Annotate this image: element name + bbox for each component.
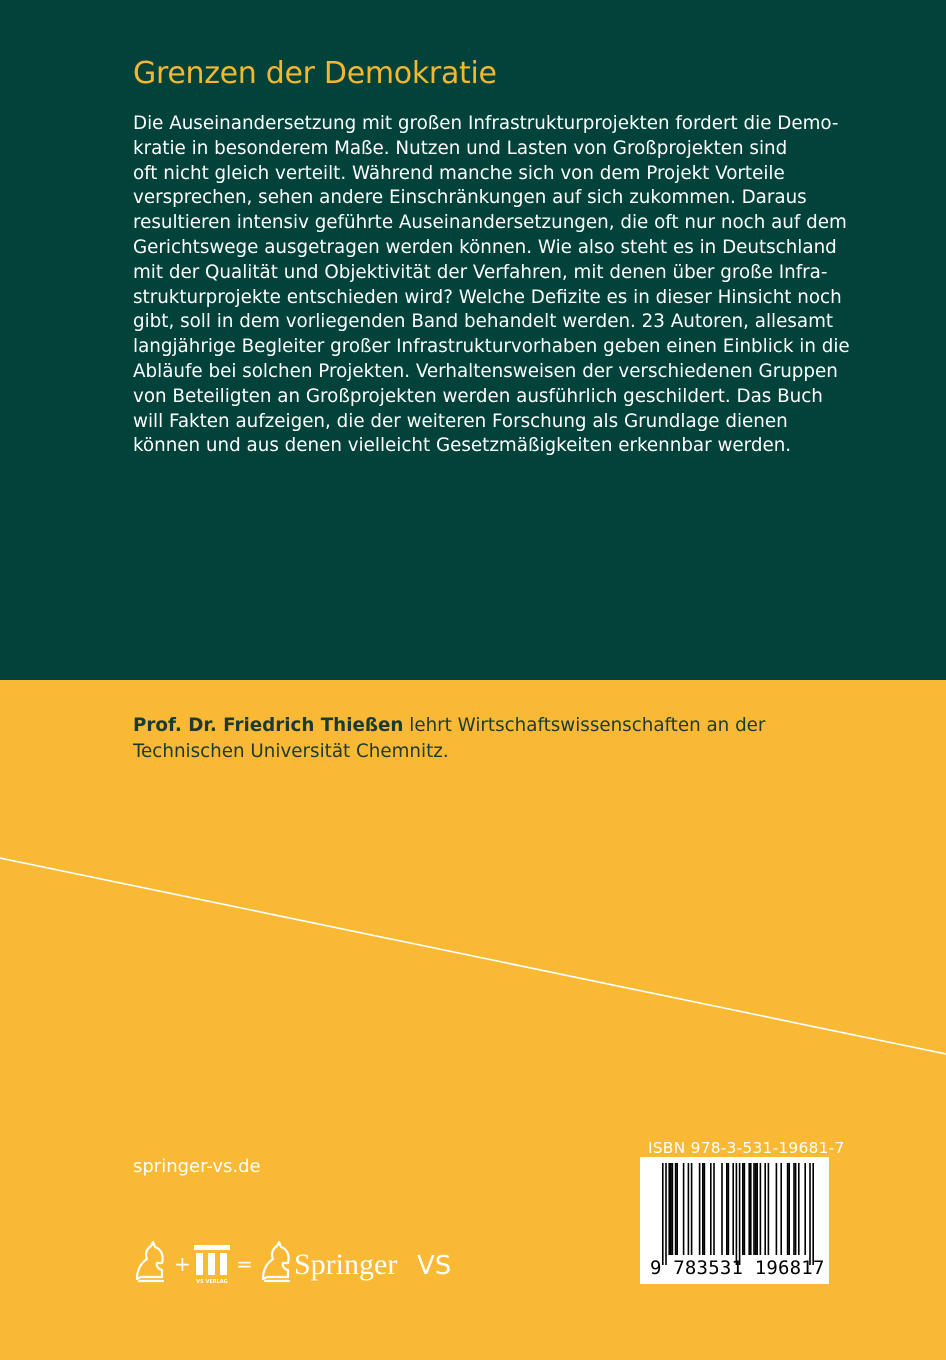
barcode-bar — [721, 1163, 723, 1255]
barcode-bar — [702, 1163, 704, 1255]
barcode-bar — [755, 1163, 757, 1255]
barcode-bar — [668, 1163, 670, 1255]
barcode-bar — [699, 1163, 701, 1255]
barcode-bar — [776, 1163, 778, 1255]
barcode-bar — [732, 1163, 734, 1255]
springer-horse-icon-2 — [263, 1242, 289, 1281]
publisher-logo — [133, 1233, 463, 1297]
blurb-line: Abläufe bei solchen Projekten. Verhaltensweisen der verschiedenen Gruppen — [133, 360, 838, 382]
vs-verlag-icon — [194, 1245, 230, 1285]
barcode-bar — [672, 1163, 674, 1255]
barcode-bar — [710, 1163, 712, 1255]
logo-equals: = — [236, 1252, 253, 1276]
barcode-bar — [795, 1163, 797, 1255]
blurb-line: resultieren intensiv geführte Auseinandersetzungen, die oft nur noch auf dem — [133, 212, 847, 234]
barcode-bar — [753, 1163, 755, 1255]
barcode-bar — [691, 1163, 693, 1255]
barcode-bar — [713, 1163, 715, 1255]
blurb-line: mit der Qualität und Objektivität der Verfahren, mit denen über große Infra- — [133, 261, 828, 283]
barcode-bar — [683, 1163, 685, 1255]
blurb-line: Die Auseinandersetzung mit großen Infrastrukturprojekten fordert die Demo- — [133, 113, 839, 134]
barcode-bar — [728, 1163, 730, 1255]
blurb-text — [133, 112, 853, 459]
barcode-bar — [736, 1163, 738, 1265]
barcode-bar — [756, 1163, 758, 1255]
blurb-line: können und aus denen vielleicht Gesetzmäßigkeiten erkennbar werden. — [133, 435, 792, 457]
barcode-bar — [688, 1163, 690, 1255]
blurb-line: versprechen, sehen andere Einschränkungen auf sich zukommen. Daraus — [133, 187, 807, 209]
barcode-bar — [742, 1163, 744, 1255]
barcode-bar — [676, 1163, 678, 1255]
vs-verlag-label: VS VERLAG — [196, 1279, 228, 1285]
barcode-bar — [764, 1163, 766, 1255]
barcode-bar — [675, 1163, 677, 1255]
barcode-bar — [812, 1163, 814, 1265]
barcode-bar — [780, 1163, 782, 1255]
website-link[interactable]: springer-vs.de — [133, 1156, 261, 1177]
logo-plus: + — [174, 1252, 191, 1276]
springer-horse-icon — [137, 1242, 163, 1281]
barcode-bar — [670, 1163, 672, 1255]
barcode-bar — [809, 1163, 811, 1265]
barcode-bar — [787, 1163, 789, 1255]
blurb-line: strukturprojekte entschieden wird? Welche Defizite es in dieser Hinsicht noch — [133, 286, 842, 308]
barcode-bar — [760, 1163, 762, 1255]
barcode-bar — [748, 1163, 750, 1255]
barcode-bar — [798, 1163, 800, 1255]
book-title: Grenzen der Demokratie — [133, 56, 497, 91]
author-bio-line: Technischen Universität Chemnitz. — [133, 741, 449, 762]
springer-wordmark: Springer — [294, 1248, 398, 1281]
blurb-line: gibt, soll in dem vorliegenden Band behandelt werden. 23 Autoren, allesamt — [133, 311, 834, 333]
barcode-bar — [744, 1163, 746, 1255]
isbn: ISBN 978-3-531-19681-7 — [648, 1139, 845, 1157]
barcode-bar — [665, 1163, 667, 1265]
vs-wordmark: VS — [417, 1251, 452, 1281]
barcode-bar — [788, 1163, 790, 1255]
author-bio-text: lehrt Wirtschaftswissenschaften an der — [403, 715, 766, 736]
barcode-bar — [750, 1163, 752, 1255]
barcode-digits: 9 783531 196817 — [650, 1257, 825, 1279]
author-name: Prof. Dr. Friedrich Thießen — [133, 715, 404, 736]
barcode-bar — [726, 1163, 728, 1255]
blurb-line: langjährige Begleiter großer Infrastrukturvorhaben geben einen Einblick in die — [133, 336, 850, 358]
barcode-bar — [804, 1163, 806, 1255]
barcode-bar — [662, 1163, 664, 1265]
blurb-line: kratie in besonderem Maße. Nutzen und Lasten von Großprojekten sind — [133, 137, 788, 159]
barcode-bar — [739, 1163, 741, 1265]
blurb-line: oft nicht gleich verteilt. Während manche sich von dem Projekt Vorteile — [133, 162, 785, 184]
barcode-bar — [768, 1163, 770, 1255]
blurb-line: will Fakten aufzeigen, die der weiteren Forschung als Grundlage dienen — [133, 410, 788, 432]
blurb-line: von Beteiligten an Großprojekten werden ausführlich geschildert. Das Buch — [133, 385, 823, 407]
barcode-bar — [793, 1163, 795, 1255]
barcode-bar — [704, 1163, 706, 1255]
blurb-line: Gerichtswege ausgetragen werden können. Wie also steht es in Deutschland — [133, 236, 837, 258]
